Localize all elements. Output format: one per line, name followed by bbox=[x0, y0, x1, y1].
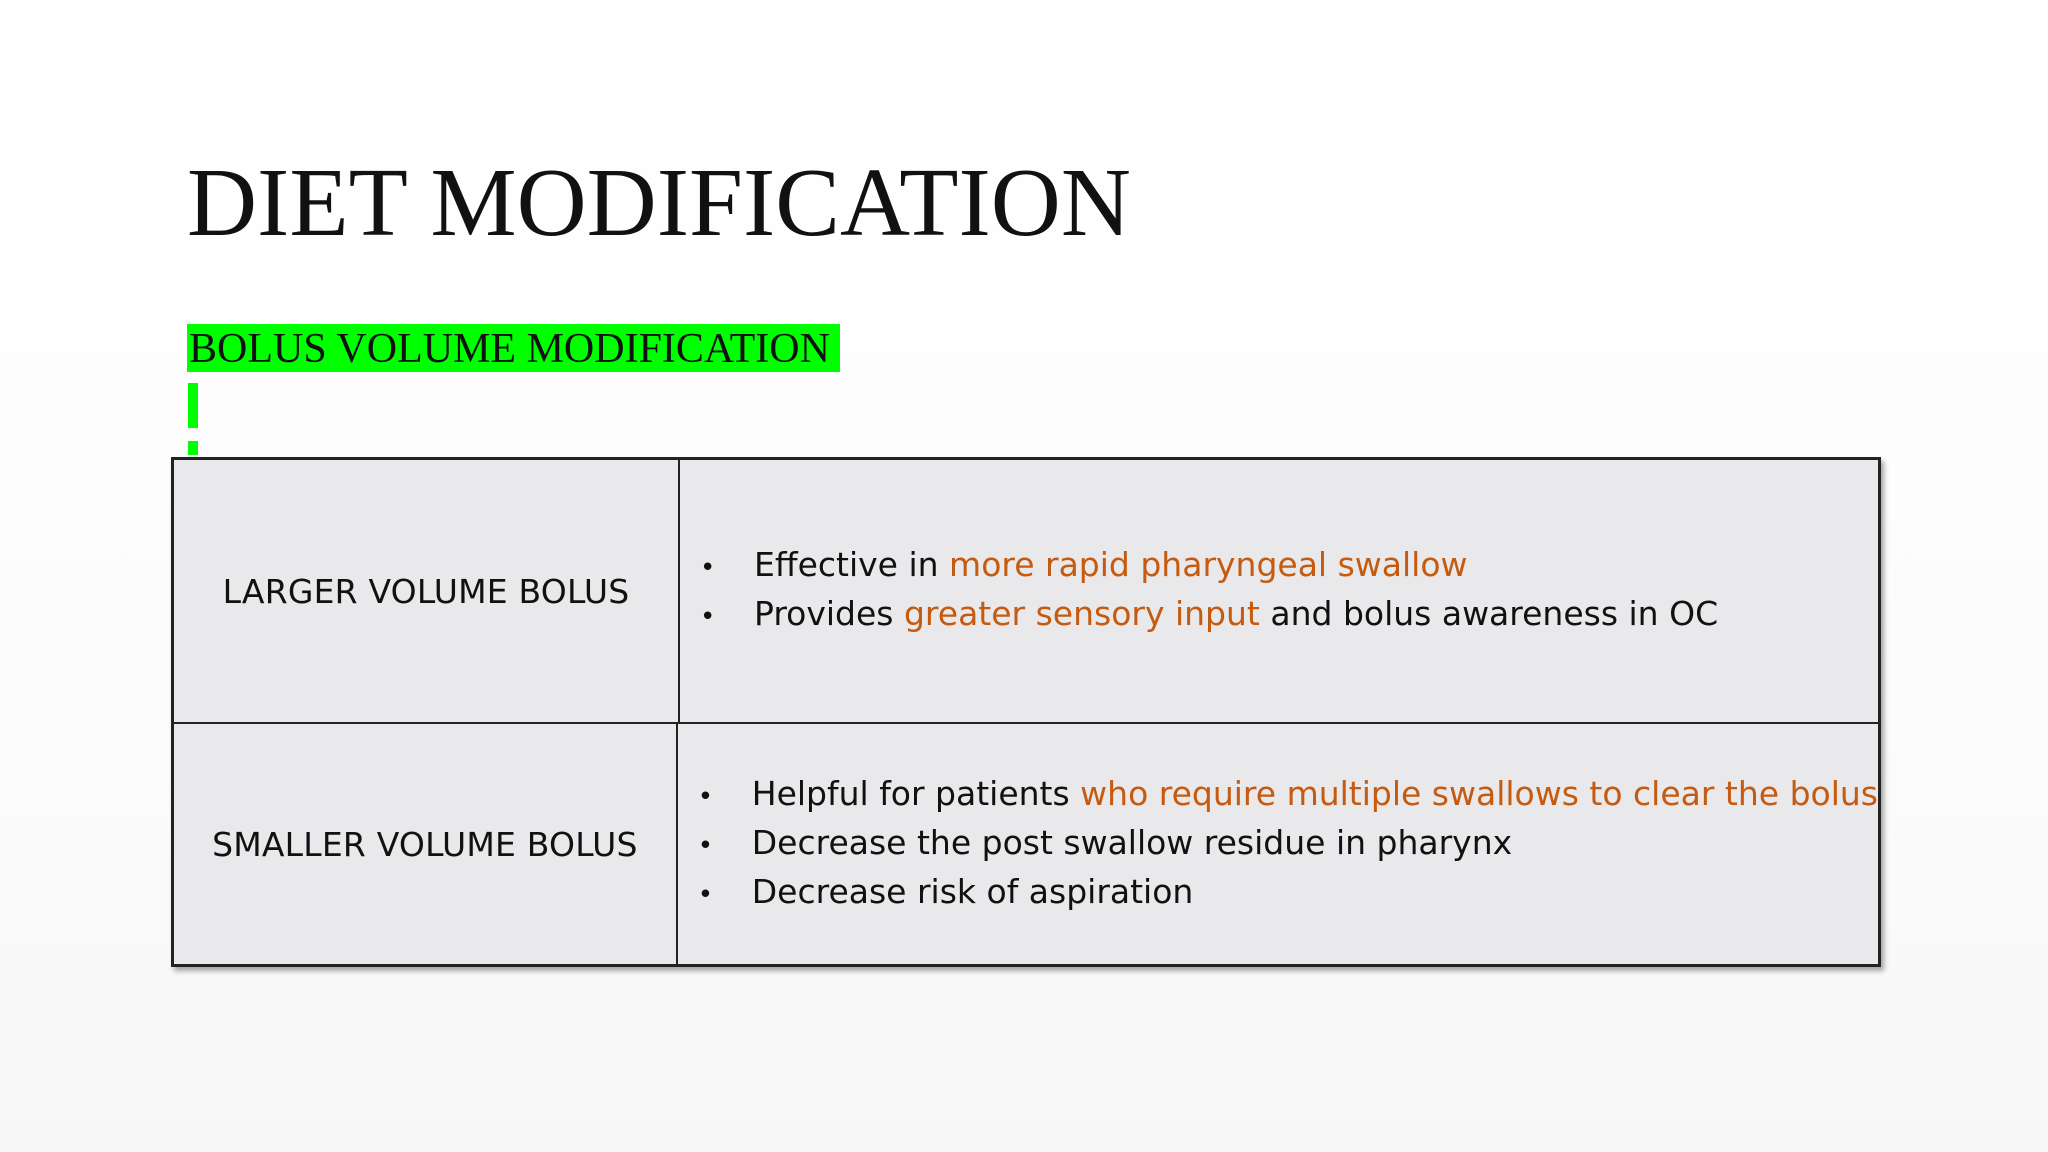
bullet-item bbox=[700, 591, 1878, 640]
bullet-text: Helpful for patients who require multiple swallows to clear the bolus bbox=[751, 773, 1878, 813]
row-label: LARGER VOLUME BOLUS bbox=[174, 460, 680, 722]
text-cursor-mark bbox=[188, 383, 198, 428]
table-row bbox=[174, 460, 1878, 724]
bullet-item bbox=[700, 542, 1878, 591]
bullet-item bbox=[698, 869, 1878, 918]
comparison-table bbox=[171, 457, 1881, 967]
slide-title: DIET MODIFICATION bbox=[187, 149, 1131, 256]
bullet-text: Decrease risk of aspiration bbox=[751, 871, 1194, 911]
bullet-text: Provides greater sensory input and bolus awareness in OC bbox=[754, 594, 1719, 633]
bullet-item bbox=[698, 771, 1878, 820]
bullet-text: Effective in more rapid pharyngeal swallow bbox=[754, 545, 1468, 584]
bullet-icon: • bbox=[700, 602, 716, 632]
bullet-icon: • bbox=[697, 830, 714, 861]
bullet-icon: • bbox=[697, 781, 714, 812]
row-bullets bbox=[680, 460, 1878, 722]
text-cursor-mark-tail bbox=[188, 441, 198, 455]
bullet-icon: • bbox=[697, 879, 714, 910]
bullet-item bbox=[698, 820, 1878, 869]
row-bullets bbox=[678, 724, 1878, 964]
slide-subtitle: BOLUS VOLUME MODIFICATION bbox=[187, 324, 840, 372]
bullet-text: Decrease the post swallow residue in pharynx bbox=[751, 822, 1513, 862]
table-row bbox=[174, 724, 1878, 964]
bullet-icon: • bbox=[700, 553, 716, 583]
row-label: SMALLER VOLUME BOLUS bbox=[174, 724, 678, 964]
